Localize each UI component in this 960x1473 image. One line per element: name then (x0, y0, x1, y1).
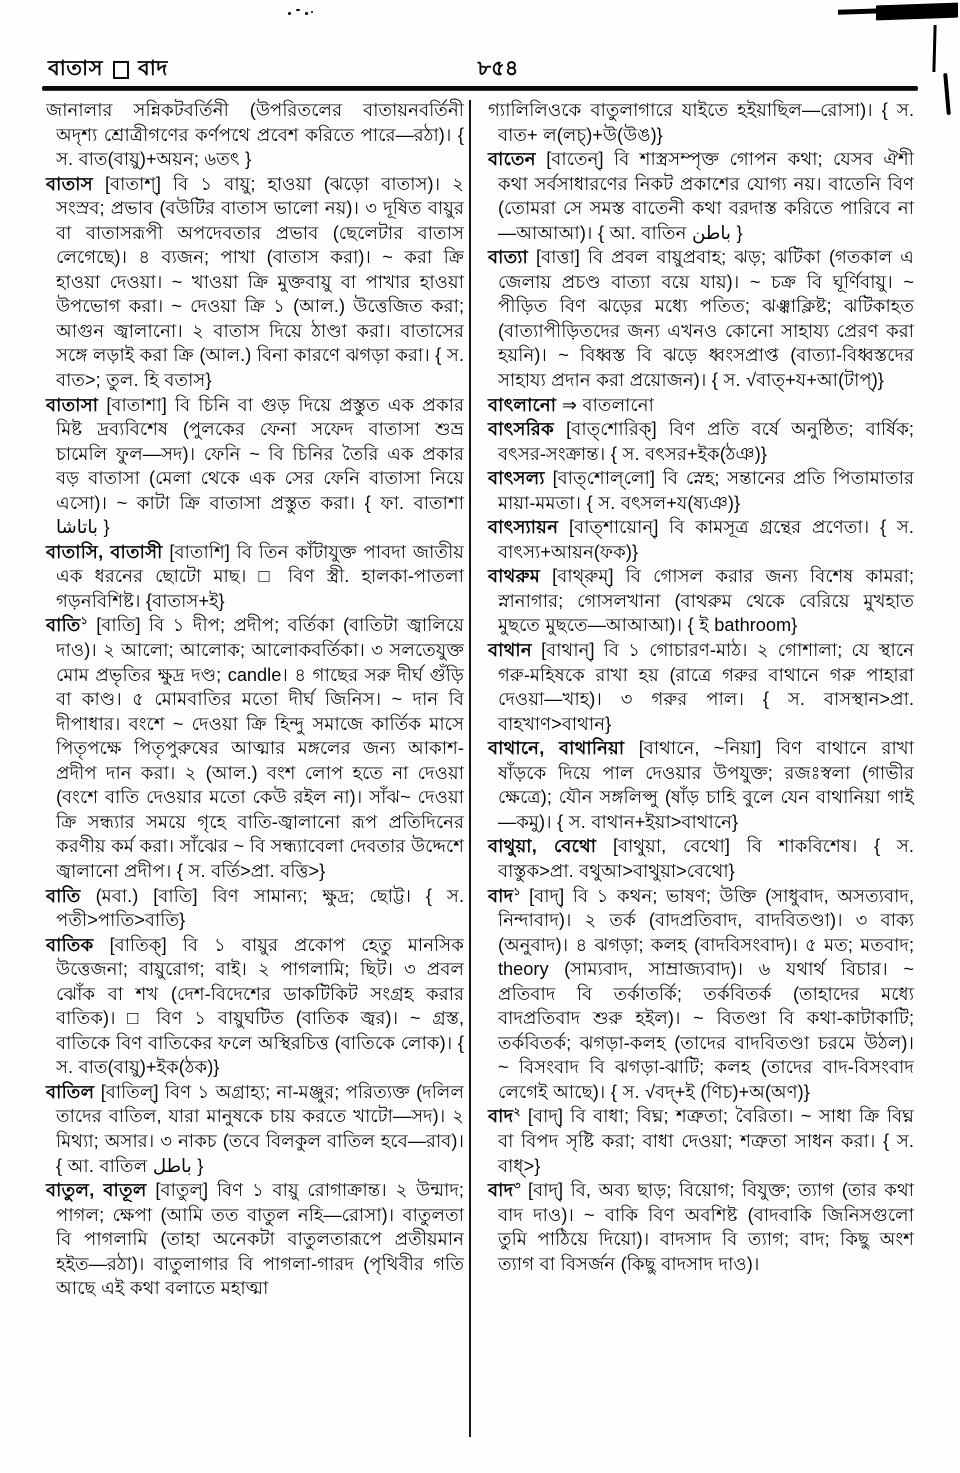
dictionary-entry (46, 1080, 464, 1178)
headword: বাথরুম (488, 566, 541, 587)
entry-text: [বাত্‌শোরিক্] বিণ প্রতি বর্ষে অনুষ্ঠিত; বার্ষিক; বৎসর-সংক্রান্ত। { স. বৎসর+ইক(ঠঞ)} (498, 419, 914, 464)
headword: বাতি (46, 885, 81, 906)
dictionary-entry (488, 884, 914, 1105)
headword: বাদ (488, 1180, 514, 1201)
entry-text: জানালার সন্নিকটবর্তিনী (উপরিতলের বাতায়নবর্তিনী অদৃশ্য শ্রোত্রীগণের কর্ণপথে প্রবেশ করিতে পারে—রঠা)। { স. বাত(বায়ু)+অয়ন; ৬তৎ } (46, 100, 464, 170)
headword: বাথুয়া, বেথো (488, 836, 597, 857)
headword-superscript: ১ (80, 615, 88, 628)
dictionary-entry (488, 515, 914, 564)
entry-text: [বাতিল্] বিণ ১ অগ্রাহ্য; না-মঞ্জুর; পরিত্যক্ত (দলিল তাদের বাতিল, যারা মানুষকে চায় করতে খাটো—সদ)। ২ মিথ্যা; অসার। ৩ নাকচ (তবে বিলকুল বাতিল হবে—রাব)। { আ. বাতিল باطل } (56, 1081, 464, 1176)
headword: বাতাসি, বাতাসী (46, 541, 163, 562)
dictionary-entry (488, 834, 914, 883)
dictionary-entry (488, 564, 914, 638)
dictionary-entry (46, 1178, 464, 1301)
page-header (48, 52, 916, 82)
headword: বাতাস (46, 173, 93, 194)
page-number: ৮৫৪ (477, 57, 519, 80)
dictionary-entry (488, 1104, 914, 1178)
entry-text: [বাতুল্] বিণ ১ বায়ু রোগাক্রান্ত। ২ উন্মাদ; পাগল; ক্ষেপা (আমি তত বাতুল নহি—রোসা)। বাতুলতা বি পাগলামি (তাহা অনেকটা বাতুলতারূপে প্রতীয়মান হইত—রঠা)। বাতুলাগার বি পাগলা-গারদ (পৃথিবীর গতি আছে এই কথা বলাতে মহাত্মা (56, 1180, 464, 1299)
entry-text: [বাদ্] বি ১ কথন; ভাষণ; উক্তি (সাধুবাদ, অসত্যবাদ, নিন্দাবাদ)। ২ তর্ক (বাদপ্রতিবাদ, বাদবিতণ্ডা)। ৩ বাক্য (অনুবাদ)। ৪ ঝগড়া; কলহ (বাদবিসংবাদ)। ৫ মত; মতবাদ; theory (সাম্যবাদ, সাম্রাজ্যবাদ)। ৬ যথার্থ বিচার। ~ প্রতিবাদ বি তর্কাতর্কি; তর্কবিতর্ক (তাহাদের মধ্যে বাদপ্রতিবাদ শুরু হইল)। ~ বিতণ্ডা বি কথা-কাটাকাটি; তর্কবিতর্ক; ঝগড়া-কলহ (তাদের বাদবিতণ্ডা চরমে উঠল)। ~ বিসংবাদ বি ঝগড়া-ঝাটি; কলহ (তাদের বাদ-বিসংবাদ লেগেই আছে)। { স. √বদ্+ই (ণিচ)+অ(অণ)} (498, 885, 914, 1102)
scratch-mark-artifact (932, 25, 936, 72)
headword: বাতিক (46, 934, 94, 955)
square-separator-icon (113, 61, 129, 79)
dictionary-entry (46, 933, 464, 1080)
headword: বাতি (46, 615, 81, 636)
entry-text: [বাথানে, ~নিয়া] বিণ বাথানে রাখা ষাঁড়কে দিয়ে পাল দেওয়ার উপযুক্ত; রজঃস্বলা (গাভীর ক্ষেত্রে); যৌন সঙ্গলিপ্সু (ষাঁড় চাহি বুলে যেন বাথানিয়া গাই—কমু)। { স. বাথান+ইয়া>বাথানে} (498, 738, 915, 832)
dictionary-entry (488, 638, 914, 736)
entry-text: [বাত্‌শায়োন্] বি কামসূত্র গ্রন্থের প্রণেতা। { স. বাৎস্য+আয়ন(ফক)} (498, 517, 914, 562)
entry-text: [বাতিক্] বি ১ বায়ুর প্রকোপ হেতু মানসিক উত্তেজনা; বায়ুরোগ; বাই। ২ পাগলামি; ছিট। ৩ প্রবল ঝোঁক বা শখ (দেশ-বিদেশের ডাকটিকিট সংগ্রহ করার বাতিক)। □ বিণ ১ বায়ুঘটিত (বাতিক জ্বর)। ~ গ্রস্ত, বাতিকে বিণ বাতিকের ফলে অস্থিরচিত্ত (বাতিকে লোক)। { স. বাত(বায়ু)+ইক(ঠক)} (56, 934, 464, 1078)
entry-text: [বাথুয়া, বেথো] বি শাকবিশেষ। { স. বাস্তুক>প্রা. বথুআ>বাথুয়া>বেথো} (498, 836, 914, 881)
entry-text: (মবা.) [বাতি] বিণ সামান্য; ক্ষুদ্র; ছোট্ট। { স. পতী>পাতি>বাতি} (56, 885, 464, 931)
headword: বাৎসল্য (488, 468, 545, 489)
entry-text: [বাথান্] বি ১ গোচারণ-মাঠ। ২ গোশালা; যে স্থানে গরু-মহিষকে রাখা হয় (রাত্রে গরুর বাথানে গরু পাহারা দেওয়া—খাহ)। ৩ গরুর পাল। { স. বাসস্থান>প্রা. বাহখাণ>বাথান} (498, 640, 914, 734)
dictionary-entry (488, 1178, 914, 1276)
entry-text: [বাত্‌শোল্‌লো] বি স্নেহ; সন্তানের প্রতি পিতামাতার মায়া-মমতা। { স. বৎসল+য(ষ্যঞ)} (498, 468, 914, 513)
dictionary-entry (488, 393, 914, 418)
dictionary-entry (488, 417, 914, 466)
dictionary-entry (488, 147, 914, 245)
guide-word-left: বাতাস (48, 57, 103, 80)
entry-text: ⇒ বাতলানো (556, 394, 654, 415)
headword: বাদ (488, 1106, 514, 1127)
headword-superscript: ১ (513, 885, 521, 898)
headword: বাথানে, বাথানিয়া (488, 738, 625, 759)
dictionary-entry (46, 98, 464, 172)
guide-word-right: বাদ (138, 57, 168, 80)
dictionary-entry (46, 393, 464, 540)
headword: বাত্যা (488, 247, 528, 268)
header-rule (42, 86, 918, 90)
entry-text: [বাতাশা] বি চিনি বা গুড় দিয়ে প্রস্তুত এক প্রকার মিষ্ট দ্রব্যবিশেষ (পুলকের ফেনা সফেদ বাতাসা শুভ্র চামেলি ফুল—সদ)। ফেনি ~ বি চিনির তৈরি এক প্রকার বড় বাতাসা (মেলা থেকে এক সের ফেনি বাতাসা নিয়ে এসো)। ~ কাটা ক্রি বাতাসা প্রস্তুত করা। { ফা. বাতাশা باتاشا } (56, 394, 464, 538)
scratch-mark-artifact (943, 73, 951, 115)
guide-words (48, 52, 168, 87)
headword: বাতুল, বাতূল (46, 1180, 147, 1201)
dictionary-entry (488, 98, 914, 147)
entry-text: [বাদ্] বি বাধা; বিঘ্ন; শত্রুতা; বৈরিতা। ~ সাধা ক্রি বিঘ্ন বা বিপদ সৃষ্টি করা; বাধা দেওয়া; শত্রুতা সাধন করা। { স. বাধ্>} (498, 1106, 914, 1176)
headword: বাতেন (488, 149, 536, 170)
headword: বাতাসা (46, 394, 99, 415)
entry-text: [বাতেন্] বি শাস্ত্রসম্পৃক্ত গোপন কথা; যেসব ঐশী কথা সর্বসাধারণের নিকট প্রকাশের যোগ্য নয়। বাতেনি বিণ (তোমরা সে সমস্ত বাতেনী কথা বরদাস্ত করিতে পারিবে না—আআআ)। { আ. বাতিন باطن } (498, 149, 914, 243)
right-column (478, 98, 914, 1301)
headword: বাতিল (46, 1081, 95, 1102)
dictionary-entry (488, 466, 914, 515)
headword: বাৎস্যায়ন (488, 517, 559, 538)
dictionary-entry (488, 736, 914, 834)
scan-noise-dots (288, 8, 314, 16)
headword: বাৎলানো (488, 394, 557, 415)
headword: বাৎসরিক (488, 419, 555, 440)
entry-text: [বাতাশ্] বি ১ বায়ু; হাওয়া (ঝড়ো বাতাস)। ২ সংস্রব; প্রভাব (বউটির বাতাস ভালো নয়)। ৩ দূষিত বায়ুর বা বাতাসরূপী অপদেবতার প্রভাব (ছেলেটার বাতাস লেগেছে)। ৪ ব্যজন; পাখা (বাতাস করা)। ~ করা ক্রি হাওয়া দেওয়া। ~ খাওয়া ক্রি মুক্তবায়ু বা পাখার হাওয়া উপভোগ করা। ~ দেওয়া ক্রি ১ (আল.) উত্তেজিত করা; আগুন জ্বালানো। ২ বাতাস দিয়ে ঠাণ্ডা করা। বাতাসের সঙ্গে লড়াই করা ক্রি (আল.) বিনা কারণে ঝগড়া করা। { স. বাত>; তুল. হি বতাস} (56, 173, 464, 391)
entry-text: [বাতাশি] বি তিন কাঁটাযুক্ত পাবদা জাতীয় এক ধরনের ছোটো মাছ। □ বিণ স্ত্রী. হালকা-পাতলা গড়নবিশিষ্ট। {বাতাস+ই} (56, 541, 464, 611)
entry-text: গ্যালিলিওকে বাতুলাগারে যাইতে হইয়াছিল—রোসা)। { স. বাত+ ল(লচ্)+উ(উঙ)} (488, 100, 914, 145)
left-column (46, 98, 464, 1301)
entry-text: [বাত্তা] বি প্রবল বায়ুপ্রবাহ; ঝড়; ঝটিকা (গতকাল এ জেলায় প্রচণ্ড বাত্যা বয়ে যায়)। ~ চক্র বি ঘূর্ণিবায়ু। ~ পীড়িত বিণ ঝড়ের মধ্যে পতিত; ঝঞ্ঝাক্লিষ্ট; ঝটিকাহত (বাত্যাপীড়িতদের জন্য এখনও কোনো সাহায্য প্রেরণ করা হয়নি)। ~ বিধ্বস্ত বি ঝড়ে ধ্বংসপ্রাপ্ত (বাত্যা-বিধ্বস্তদের সাহায্য প্রদান করা প্রয়োজন)। { স. √বাত্+য+আ(টাপ্)} (498, 247, 914, 391)
headword-superscript: ৩ (513, 1180, 521, 1192)
headword-superscript: ২ (513, 1106, 521, 1119)
headword: বাথান (488, 640, 532, 661)
dictionary-entry (46, 613, 464, 883)
entry-text: [বাদ্] বি, অব্য ছাড়; বিয়োগ; বিযুক্ত; ত্যাগ (তার কথা বাদ দাও)। ~ বাকি বিণ অবশিষ্ট (বাদবাকি জিনিসগুলো তুমি পাঠিয়ে দিয়ো)। বাদসাদ বি ত্যাগ; বাদ; কিছু অংশ ত্যাগ বা বিসর্জন (কিছু বাদসাদ দাও)। (498, 1180, 914, 1274)
dictionary-entry (46, 172, 464, 393)
entry-text: [বাতি] বি ১ দীপ; প্রদীপ; বর্তিকা (বাতিটা জ্বালিয়ে দাও)। ২ আলো; আলোক; আলোকবর্তিকা। ৩ সলতেযুক্ত মোম প্রভৃতির ক্ষুদ্র দণ্ড; candle। ৪ গাছের সরু দীর্ঘ গুঁড়ি বা কাণ্ড। ৫ মোমবাতির মতো দীর্ঘ জিনিস। ~ দান বি দীপাধার। বংশে ~ দেওয়া ক্রি হিন্দু সমাজে কার্তিক মাসে পিতৃপক্ষে পিতৃপুরুষের আত্মার মঙ্গলের জন্য আকাশ-প্রদীপ দান করা। ২ (আল.) বংশ লোপ হতে না দেওয়া (বংশে বাতি দেওয়ার মতো কেউ রইল না)। সাঁঝ~ দেওয়া ক্রি সন্ধ্যার সময়ে গৃহে বাতি-জ্বালানো রূপ প্রতিদিনের করণীয় কর্ম করা। সাঁঝের ~ বি সন্ধ্যাবেলা দেবতার উদ্দেশে জ্বালানো প্রদীপ। { স. বর্তি>প্রা. বত্তি>} (56, 615, 464, 881)
dictionary-entry (46, 884, 464, 933)
ink-blob-artifact (876, 3, 958, 21)
dictionary-entry (488, 245, 914, 392)
dictionary-body (46, 98, 914, 1301)
entry-text: [বাথ্‌রুম্] বি গোসল করার জন্য বিশেষ কামরা; স্নানাগার; গোসলখানা (বাথরুম থেকে বেরিয়ে মুখহাত মুছতে মুছতে—আআআ)। { ই bathroom} (498, 566, 914, 636)
dictionary-entry (46, 540, 464, 614)
headword: বাদ (488, 885, 514, 906)
